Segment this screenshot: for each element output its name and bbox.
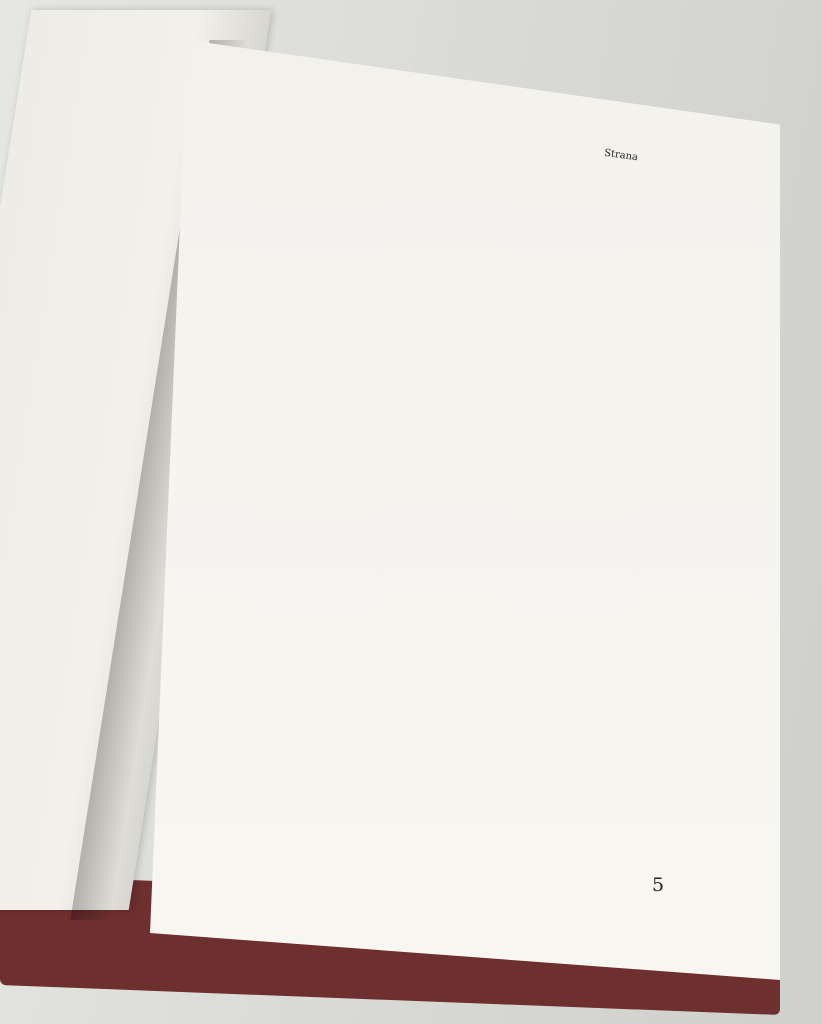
- strana-header: Strana: [603, 147, 639, 164]
- page-number: 5: [652, 874, 665, 896]
